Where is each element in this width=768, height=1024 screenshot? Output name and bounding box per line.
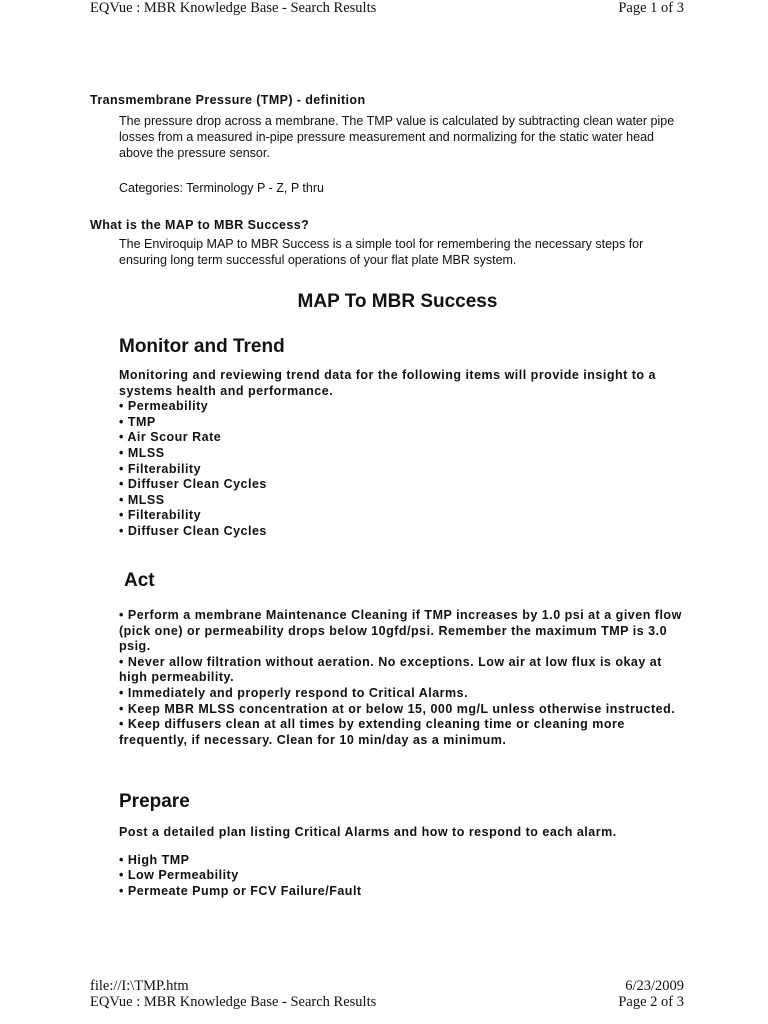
prepare-heading: Prepare <box>119 791 190 812</box>
act-heading: Act <box>124 570 155 591</box>
prepare-section <box>119 791 689 899</box>
list-item: • Diffuser Clean Cycles <box>119 524 689 540</box>
footer-date: 6/23/2009 <box>625 978 684 994</box>
list-item: • Air Scour Rate <box>119 430 689 446</box>
list-item: • Keep diffusers clean at all times by extending cleaning time or cleaning more frequently, if necessary. Clean for 10 min/day as a minimum. <box>119 717 689 748</box>
monitor-list <box>119 399 689 539</box>
faq-answer-map: The Enviroquip MAP to MBR Success is a simple tool for remembering the necessary steps for ensuring long term successful operations of your flat plate MBR system. <box>119 237 644 267</box>
list-item: • Immediately and properly respond to Critical Alarms. <box>119 686 689 702</box>
list-item: • Permeability <box>119 399 689 415</box>
header-page-number: Page 1 of 3 <box>618 0 684 16</box>
faq-answer-tmp: The pressure drop across a membrane. The TMP value is calculated by subtracting clean water pipe losses from a measured in-pipe pressure measurement and normalizing for the static water head above the pressure sensor. <box>119 114 675 160</box>
list-item: • Permeate Pump or FCV Failure/Fault <box>119 884 689 900</box>
act-list <box>119 608 689 748</box>
list-item: • Never allow filtration without aeration. No exceptions. Low air at low flux is okay at high permeability. <box>119 655 689 686</box>
prepare-list <box>119 853 689 900</box>
footer-right <box>618 978 684 1010</box>
list-item: • Filterability <box>119 462 689 478</box>
monitor-intro: Monitoring and reviewing trend data for the following items will provide insight to a systems health and performance. <box>119 368 656 398</box>
footer-title: EQVue : MBR Knowledge Base - Search Results <box>90 994 377 1010</box>
list-item: • Keep MBR MLSS concentration at or below 15, 000 mg/L unless otherwise instructed. <box>119 702 689 718</box>
map-title: MAP To MBR Success <box>297 291 498 312</box>
footer-left <box>90 978 376 1010</box>
list-item: • MLSS <box>119 446 689 462</box>
act-section <box>119 570 689 748</box>
footer-file-path: file://I:\TMP.htm <box>90 978 189 994</box>
header-title: EQVue : MBR Knowledge Base - Search Results <box>90 0 377 16</box>
list-item: • MLSS <box>119 493 689 509</box>
list-item: • Filterability <box>119 508 689 524</box>
list-item: • High TMP <box>119 853 689 869</box>
monitor-section <box>119 336 689 540</box>
list-item: • Perform a membrane Maintenance Cleaning if TMP increases by 1.0 psi at a given flow (pick one) or permeability drops below 10gfd/psi. Remember the maximum TMP is 3.0 psig. <box>119 608 689 655</box>
prepare-intro: Post a detailed plan listing Critical Alarms and how to respond to each alarm. <box>119 825 617 839</box>
faq-question-tmp: Transmembrane Pressure (TMP) - definition <box>90 93 366 107</box>
list-item: • Diffuser Clean Cycles <box>119 477 689 493</box>
list-item: • TMP <box>119 415 689 431</box>
monitor-heading: Monitor and Trend <box>119 336 285 357</box>
list-item: • Low Permeability <box>119 868 689 884</box>
faq-categories-tmp: Categories: Terminology P - Z, P thru <box>119 181 324 195</box>
faq-question-map: What is the MAP to MBR Success? <box>90 218 310 232</box>
footer-page-number: Page 2 of 3 <box>618 994 684 1010</box>
